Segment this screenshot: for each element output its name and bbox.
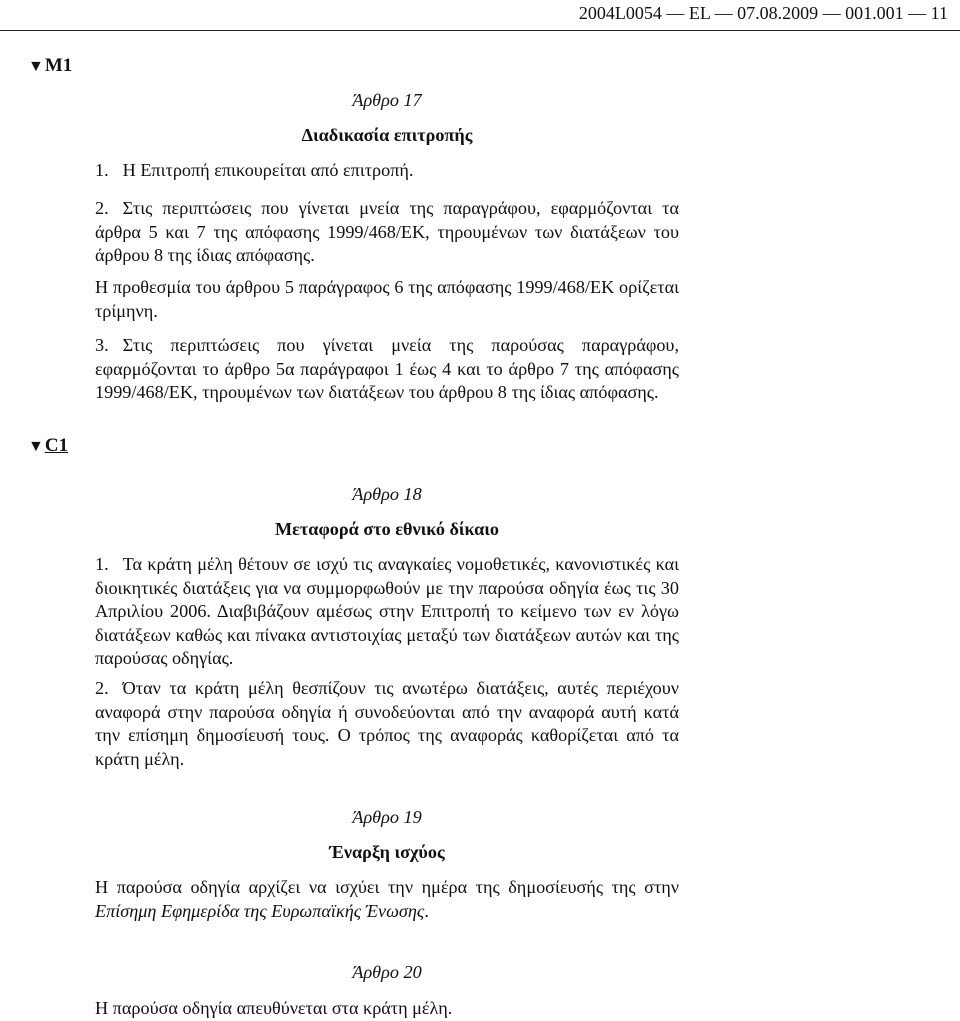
article-17-paragraph-1 — [95, 159, 679, 183]
article-number: Άρθρο 20 — [352, 962, 422, 982]
paragraph-text: Τα κράτη μέλη θέτουν σε ισχύ τις αναγκαίες νομοθετικές, κανονιστικές και διοικητικές διατάξεις για να συμμορφωθούν με την παρούσα οδηγία έως τις 30 Απριλίου 2006. Διαβιβάζουν αμέσως στην Επιτροπή το κείμενο των εν λόγω διατάξεων καθώς και πίνακα αντιστοιχίας μεταξύ των διατάξεων αυτών και της παρούσας οδηγίας. — [95, 554, 679, 668]
article-17-paragraph-2 — [95, 197, 679, 268]
article-title: Μεταφορά στο εθνικό δίκαιο — [274, 518, 500, 539]
paragraph-number: 1. — [95, 554, 109, 574]
article-20 — [95, 961, 679, 985]
article-number: Άρθρο 17 — [352, 90, 422, 110]
official-journal-title: Επίσημη Εφημερίδα της Ευρωπαϊκής Ένωσης — [95, 900, 425, 921]
paragraph-number: 2. — [95, 678, 109, 698]
article-19-paragraph — [95, 876, 679, 923]
triangle-down-icon: ▼ — [28, 58, 44, 75]
article-17 — [95, 89, 679, 147]
article-19 — [95, 806, 679, 864]
article-18-paragraph-1 — [95, 553, 679, 671]
document-header — [0, 0, 960, 31]
amendment-marker-m1 — [28, 54, 72, 79]
paragraph-number: 1. — [95, 160, 109, 180]
article-title: Διαδικασία επιτροπής — [301, 124, 473, 145]
paragraph-text: Όταν τα κράτη μέλη θεσπίζουν τις ανωτέρω διατάξεις, αυτές περιέχουν αναφορά στην παρούσα οδηγία ή συνοδεύονται από την αναφορά αυτή κατά την επίσημη δημοσίευσή τους. Ο τρόπος της αναφοράς καθορίζεται από τα κράτη μέλη. — [95, 678, 679, 769]
paragraph-number: 2. — [95, 198, 109, 218]
marker-label: M1 — [44, 55, 73, 76]
document-reference: 2004L0054 — EL — 07.08.2009 — 001.001 — 11 — [578, 3, 948, 23]
corrigendum-marker-c1 — [28, 434, 68, 459]
marker-label: C1 — [44, 435, 69, 456]
article-17-paragraph-3 — [95, 334, 679, 405]
article-18 — [95, 483, 679, 541]
article-18-paragraph-2 — [95, 677, 679, 771]
paragraph-text: Στις περιπτώσεις που γίνεται μνεία της παραγράφου, εφαρμόζονται τα άρθρα 5 και 7 της απόφασης 1999/468/ΕΚ, τηρουμένων των διατάξεων του άρθρου 8 της ίδιας απόφασης. — [95, 198, 679, 265]
article-number: Άρθρο 19 — [352, 807, 422, 827]
paragraph-text: Στις περιπτώσεις που γίνεται μνεία της παρούσας παραγράφου, εφαρμόζονται το άρθρο 5α παράγραφοι 1 έως 4 και το άρθρο 7 της απόφασης 1999/468/ΕΚ, τηρουμένων των διατάξεων του άρθρου 8 της ίδιας απόφασης. — [95, 335, 679, 402]
article-20-paragraph — [95, 997, 679, 1021]
article-number: Άρθρο 18 — [352, 484, 422, 504]
paragraph-text: Η προθεσμία του άρθρου 5 παράγραφος 6 της απόφασης 1999/468/ΕΚ ορίζεται τρίμηνη. — [95, 277, 679, 321]
paragraph-number: 3. — [95, 335, 109, 355]
article-title: Έναρξη ισχύος — [329, 841, 445, 862]
triangle-down-icon: ▼ — [28, 438, 44, 455]
paragraph-text: Η παρούσα οδηγία αρχίζει να ισχύει την ημέρα της δημοσίευσής της στην — [95, 877, 679, 897]
paragraph-text: Η Επιτροπή επικουρείται από επιτροπή. — [122, 160, 414, 180]
article-17-paragraph-2-sub — [95, 276, 679, 323]
paragraph-end: . — [424, 900, 429, 921]
paragraph-text: Η παρούσα οδηγία απευθύνεται στα κράτη μέλη. — [95, 998, 453, 1018]
